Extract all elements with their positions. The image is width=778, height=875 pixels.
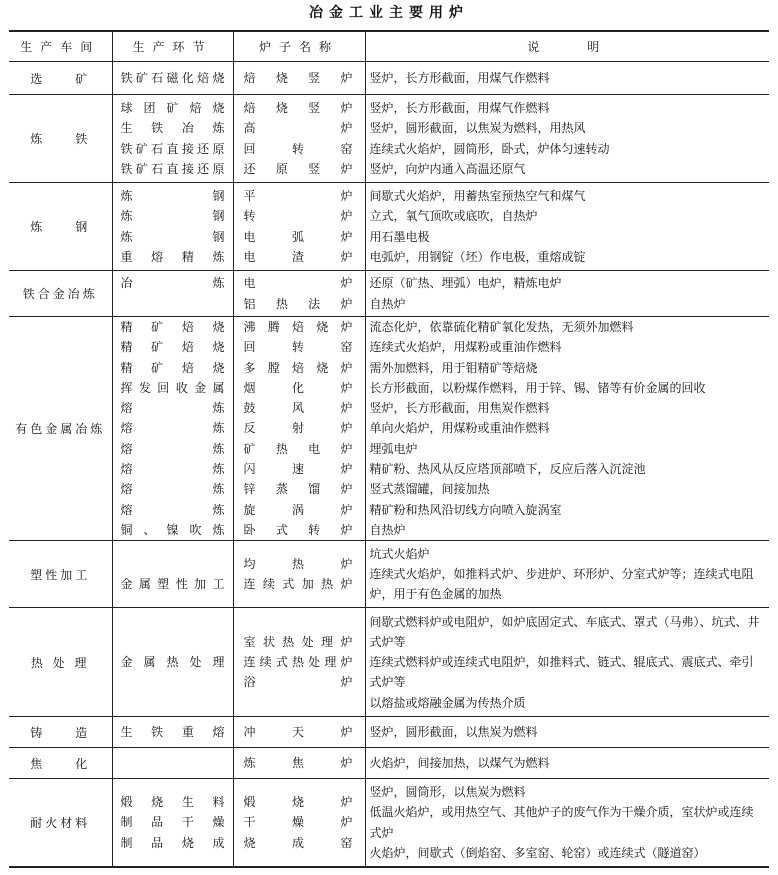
description: 间歇式火焰炉，用蓄热室预热空气和煤气 (369, 188, 586, 203)
process-step: 熔 炼 (120, 441, 225, 456)
workshop-cell: 耐火材料 (9, 779, 112, 867)
process-step-list-cell (112, 183, 233, 271)
process-step: 生铁冶炼 (120, 121, 225, 136)
description: 流态化炉，依靠硫化精矿氧化发热，无须外加燃料 (369, 320, 634, 334)
process-step: 熔 炼 (120, 482, 225, 497)
workshop-cell: 热 处 理 (9, 608, 112, 717)
furnace-name-list (238, 722, 361, 742)
furnace-name-list-cell (233, 271, 365, 317)
process-step (117, 294, 229, 314)
furnace-name: 旋涡炉 (243, 502, 353, 517)
process-step: 熔 炼 (120, 401, 225, 416)
furnace-name-list-cell (233, 541, 365, 608)
furnace-name: 烟化炉 (243, 380, 353, 395)
process-step-list-cell (112, 717, 233, 748)
workshop-cell: 有色金属冶炼 (9, 317, 112, 541)
description: 竖炉，圆筒形，以焦炭为燃料 (369, 784, 526, 799)
process-step-list-cell (112, 271, 233, 317)
furnace-name: 回转窑 (243, 340, 353, 355)
furnace-name-list (238, 632, 361, 693)
furnace-name: 烧成窑 (243, 835, 353, 850)
description: 以熔盐或熔融金属为传热介质 (369, 695, 526, 710)
description: 连续式火焰炉，圆筒形，卧式，炉体匀速转动 (369, 141, 610, 156)
process-step: 金属塑性加工 (120, 577, 225, 592)
description-list-cell (365, 62, 769, 95)
furnace-name-list (238, 753, 361, 773)
description: 竖炉，长方形截面，用焦炭作燃料 (369, 401, 550, 416)
table-row (9, 717, 769, 748)
description-list-cell (365, 779, 769, 867)
process-step-list (117, 554, 229, 594)
process-step-list (117, 792, 229, 853)
process-step: 生铁重熔 (120, 725, 225, 740)
furnace-name: 还原竖炉 (243, 161, 353, 176)
workshop-cell: 铁合金冶炼 (9, 271, 112, 317)
header-furnace-name: 炉子名称 (233, 31, 365, 62)
description-list-cell (365, 183, 769, 271)
furnace-name-list (238, 273, 361, 314)
furnace-name: 干燥炉 (243, 815, 353, 830)
process-step-list-cell (112, 779, 233, 867)
table-row (9, 541, 769, 608)
furnace-name-list-cell (233, 62, 365, 95)
process-step-list (117, 722, 229, 742)
description-list (370, 98, 766, 179)
furnace-name: 炼焦炉 (243, 756, 353, 771)
furnace-name: 回转窑 (243, 141, 353, 156)
process-step-list (117, 317, 229, 540)
furnace-name: 闪速炉 (243, 462, 353, 477)
furnace-name-list (238, 554, 361, 595)
description: 竖炉，长方形截面，用煤气作燃料 (369, 70, 550, 85)
workshop-cell: 炼 钢 (9, 183, 112, 271)
process-step-list (117, 273, 229, 313)
furnace-name-list (238, 98, 361, 179)
process-step: 铁矿石直接还原 (120, 161, 225, 176)
description: 竖炉，长方形截面，用煤气作燃料 (369, 100, 550, 115)
furnace-name: 平 炉 (243, 188, 353, 203)
furnace-name: 反射炉 (243, 421, 353, 436)
description-list (370, 722, 766, 742)
process-step: 金属热处理 (120, 655, 225, 670)
process-step: 熔 炼 (120, 462, 225, 477)
description: 自热炉 (369, 522, 406, 537)
process-step-list (117, 68, 229, 88)
description: 单向火焰炉，用煤粉或重油作燃料 (369, 421, 550, 436)
description-list-cell (365, 748, 769, 779)
description: 竖炉，圆形截面，以焦炭为燃料 (369, 725, 538, 740)
furnace-name-list (238, 68, 361, 88)
description-list (370, 68, 766, 88)
process-step: 精矿焙烧 (120, 320, 225, 334)
furnace-name: 转 炉 (243, 209, 353, 224)
furnace-name-list-cell (233, 317, 365, 541)
description-list-cell (365, 95, 769, 183)
description: 需外加燃料，用于钼精矿等焙烧 (369, 360, 538, 375)
furnace-name: 煅烧炉 (243, 795, 353, 810)
description: 精矿粉和热风沿切线方向喷入旋涡室 (369, 502, 562, 517)
furnace-name: 电渣炉 (243, 249, 353, 264)
process-step: 精矿焙烧 (120, 360, 225, 375)
furnace-name: 浴 炉 (243, 675, 353, 690)
process-step: 铜、镍吹炼 (120, 522, 225, 537)
description-list-cell (365, 317, 769, 541)
process-step (117, 672, 229, 692)
furnace-name: 鼓风炉 (243, 401, 353, 416)
process-step-list-cell (112, 608, 233, 717)
furnace-name-list (238, 317, 361, 540)
process-step: 重熔精炼 (120, 249, 225, 264)
description-list-cell (365, 608, 769, 717)
furnace-name: 室状热处理炉 (243, 634, 353, 649)
process-step: 制品烧成 (120, 835, 225, 850)
furnace-name: 沸腾焙烧炉 (243, 320, 353, 334)
process-step: 煅烧生料 (120, 795, 225, 810)
table-row (9, 183, 769, 271)
description: 长方形截面，以粉煤作燃料，用于锌、锡、锗等有价金属的回收 (369, 380, 706, 395)
furnace-name: 卧式转炉 (243, 522, 353, 537)
process-step: 铁矿石磁化焙烧 (120, 70, 225, 85)
furnace-name: 冲天炉 (243, 725, 353, 740)
workshop-cell: 塑性加工 (9, 541, 112, 608)
process-step: 制品干燥 (120, 815, 225, 830)
description: 竖炉，向炉内通入高温还原气 (369, 161, 526, 176)
furnace-name-list-cell (233, 779, 365, 867)
furnace-name: 连续式加热炉 (243, 577, 353, 592)
process-step-list (117, 186, 229, 267)
description: 电弧炉，用钢锭（坯）作电极，重熔成锭 (369, 249, 586, 264)
description-list (370, 782, 766, 863)
description-list (370, 544, 766, 605)
furnace-name-list-cell (233, 608, 365, 717)
furnace-name-list (238, 186, 361, 267)
process-step: 熔 炼 (120, 421, 225, 436)
table-row (9, 779, 769, 867)
workshop-cell: 焦 化 (9, 748, 112, 779)
furnace-name-list-cell (233, 183, 365, 271)
description-list (370, 753, 766, 773)
description: 连续式火焰炉，用煤粉或重油作燃料 (369, 340, 562, 355)
header-workshop: 生产车间 (9, 31, 112, 62)
furnace-name: 铝热法炉 (243, 296, 353, 311)
process-step: 球团矿焙烧 (120, 100, 225, 115)
header-description: 说 明 (365, 31, 769, 62)
description: 自热炉 (369, 296, 406, 311)
table-row (9, 317, 769, 541)
furnace-name: 多膛焙烧炉 (243, 360, 353, 375)
description: 用石墨电极 (369, 229, 430, 244)
process-step (117, 554, 229, 574)
description: 连续式燃料炉或连续式电阻炉，如推料式、链式、辊底式、震底式、牵引式炉等 (369, 655, 754, 690)
process-step-list-cell (112, 317, 233, 541)
description-list (370, 317, 766, 540)
description-list (370, 273, 766, 314)
workshop-cell: 炼 铁 (9, 95, 112, 183)
description: 竖式蒸馏罐，间接加热 (369, 482, 490, 497)
process-step: 炼 钢 (120, 209, 225, 224)
description-list-cell (365, 271, 769, 317)
furnace-name: 电 炉 (243, 276, 353, 291)
description: 坑式火焰炉 (369, 546, 430, 561)
table-row (9, 95, 769, 183)
description: 精矿粉、热风从反应塔顶部喷下，反应后落入沉淀池 (369, 462, 646, 477)
furnace-name-list-cell (233, 748, 365, 779)
description-list (370, 612, 766, 713)
table-row (9, 62, 769, 95)
description: 立式，氧气顶吹或底吹，自热炉 (369, 209, 538, 224)
description-list-cell (365, 541, 769, 608)
furnace-name: 锌蒸馏炉 (243, 482, 353, 497)
description-list (370, 186, 766, 267)
process-step-list-cell (112, 95, 233, 183)
process-step: 铁矿石直接还原 (120, 141, 225, 156)
description: 还原（矿热、埋弧）电炉，精炼电炉 (369, 276, 562, 291)
workshop-cell: 铸 造 (9, 717, 112, 748)
description: 火焰炉，间歇式（倒焰窑、多室窑、轮窑）或连续式（隧道窑） (369, 845, 706, 860)
table-row (9, 748, 769, 779)
furnace-name: 焙烧竖炉 (243, 100, 353, 115)
description: 低温火焰炉，或用热空气、其他炉子的废气作为干燥介质，室状炉或连续式炉 (369, 805, 754, 840)
furnace-name-list (238, 792, 361, 853)
header-process-step: 生产环节 (112, 31, 233, 62)
process-step (117, 753, 229, 773)
description: 火焰炉，间接加热，以煤气为燃料 (369, 756, 550, 771)
header-row (9, 31, 769, 62)
description: 间歇式燃料炉或电阻炉，如炉底固定式、车底式、罩式（马弗）、坑式、井式炉等 (369, 614, 760, 649)
furnace-name: 均热炉 (243, 556, 353, 571)
description: 连续式火焰炉，如推料式炉、步进炉、环形炉、分室式炉等；连续式电阻炉，用于有色金属的加热 (369, 567, 754, 602)
description: 竖炉，圆形截面，以焦炭为燃料，用热风 (369, 121, 586, 136)
furnace-name: 焙烧竖炉 (243, 70, 353, 85)
process-step: 挥发回收金属 (120, 380, 225, 395)
furnace-name: 电弧炉 (243, 229, 353, 244)
process-step: 熔 炼 (120, 502, 225, 517)
process-step: 冶 炼 (120, 276, 225, 291)
process-step: 炼 钢 (120, 188, 225, 203)
table-title: 冶金工业主要用炉 (309, 5, 469, 21)
process-step-list (117, 632, 229, 692)
furnace-name-list-cell (233, 95, 365, 183)
process-step-list-cell (112, 62, 233, 95)
workshop-cell: 选 矿 (9, 62, 112, 95)
process-step-list (117, 98, 229, 179)
furnace-name: 连续式热处理炉 (243, 655, 353, 670)
table-row (9, 271, 769, 317)
furnace-name: 矿热电炉 (243, 441, 353, 456)
process-step: 炼 钢 (120, 229, 225, 244)
process-step: 精矿焙烧 (120, 340, 225, 355)
process-step-list-cell (112, 748, 233, 779)
table-row (9, 608, 769, 717)
description: 埋弧电炉 (369, 441, 418, 456)
furnace-name-list-cell (233, 717, 365, 748)
process-step-list (117, 753, 229, 773)
furnace-table (9, 30, 769, 868)
process-step (117, 632, 229, 652)
process-step-list-cell (112, 541, 233, 608)
description-list-cell (365, 717, 769, 748)
furnace-name: 高 炉 (243, 121, 353, 136)
